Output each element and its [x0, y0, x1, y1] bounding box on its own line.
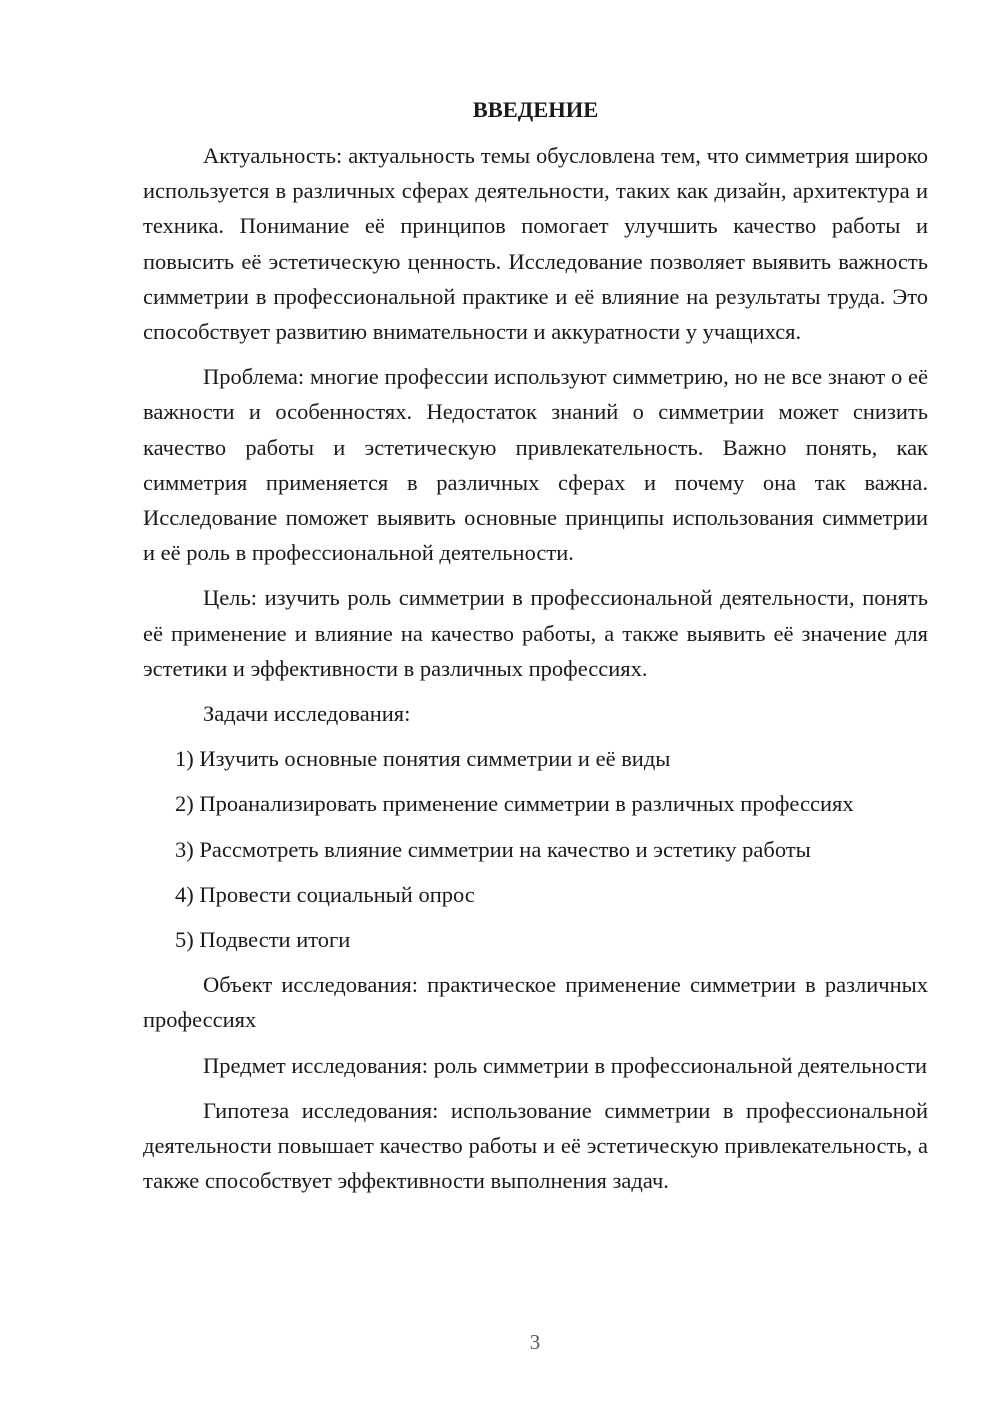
- paragraph-problem: Проблема: многие профессии используют симметрию, но не все знают о её важности и особенностях. Недостаток знаний о симметрии может снизить качество работы и эстетическую привлекательность. Важно понять, как симметрия применяется в различных сферах и почему она так важна. Исследование поможет выявить основные принципы использования симметрии и её роль в профессиональной деятельности.: [143, 364, 928, 566]
- paragraph-goal: Цель: изучить роль симметрии в профессиональной деятельности, понять её применение и влияние на качество работы, а также выявить её значение для эстетики и эффективности в различных профессиях.: [143, 585, 928, 681]
- paragraph-object: Объект исследования: практическое применение симметрии в различных профессиях: [143, 972, 928, 1033]
- page-number: 3: [529, 1330, 541, 1354]
- task-item-5: 5) Подвести итоги: [175, 927, 351, 953]
- page-title: ВВЕДЕНИЕ: [472, 97, 599, 122]
- task-item-2: 2) Проанализировать применение симметрии в различных профессиях: [175, 791, 854, 817]
- tasks-heading: Задачи исследования:: [203, 701, 411, 727]
- paragraph-subject: Предмет исследования: роль симметрии в профессиональной деятельности: [203, 1052, 928, 1078]
- task-item-1: 1) Изучить основные понятия симметрии и её виды: [175, 746, 671, 772]
- page-content: [143, 92, 928, 1208]
- paragraph-relevance: Актуальность: актуальность темы обусловлена тем, что симметрия широко используется в различных сферах деятельности, таких как дизайн, архитектура и техника. Понимание её принципов помогает улучшить качество работы и повысить её эстетическую ценность. Исследование позволяет выявить важность симметрии в профессиональной практике и её влияние на результаты труда. Это способствует развитию внимательности и аккуратности у учащихся.: [143, 143, 928, 345]
- task-item-4: 4) Провести социальный опрос: [175, 881, 475, 907]
- task-item-3: 3) Рассмотреть влияние симметрии на качество и эстетику работы: [175, 836, 811, 862]
- paragraph-hypothesis: Гипотеза исследования: использование симметрии в профессиональной деятельности повышает качество работы и её эстетическую привлекательность, а также способствует эффективности выполнения задач.: [143, 1097, 928, 1194]
